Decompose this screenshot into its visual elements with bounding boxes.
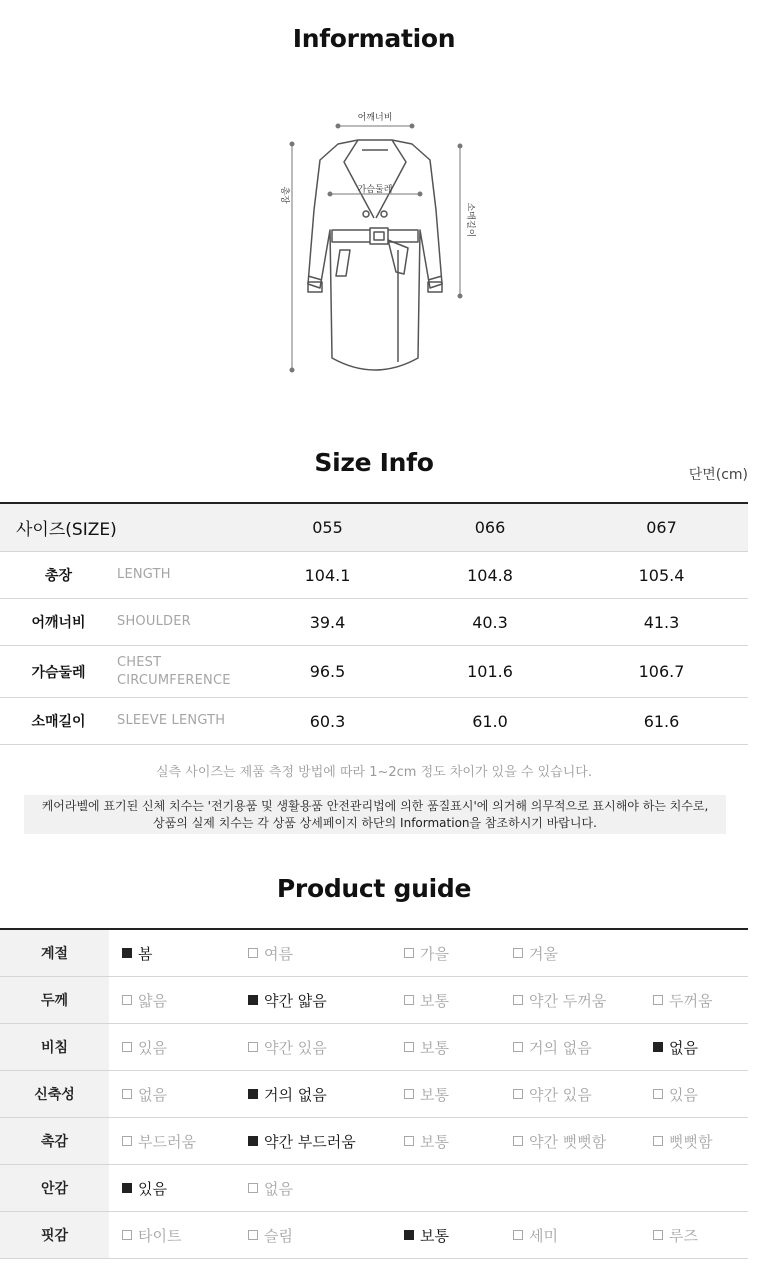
guide-option	[248, 1024, 327, 1070]
guide-option	[513, 930, 558, 976]
guide-option-label: 슬림	[264, 1226, 293, 1245]
guide-row-label: 비침	[0, 1024, 109, 1070]
cell-value: 105.4	[638, 565, 685, 585]
guide-options	[109, 1165, 748, 1211]
unit-label: 단면(cm)	[688, 467, 748, 483]
guide-option	[404, 1118, 449, 1164]
guide-option-label: 얇음	[138, 991, 167, 1010]
unchecked-box-icon	[404, 1089, 414, 1099]
shoulder-label: 어깨너비	[357, 113, 393, 123]
guide-option-label: 보통	[420, 1038, 449, 1057]
sleeve-label: 소매길이	[465, 202, 475, 238]
size-header-066: 066	[474, 518, 506, 537]
size-info-title: Size Info	[314, 448, 434, 477]
unchecked-box-icon	[248, 1042, 258, 1052]
guide-row	[0, 977, 748, 1024]
guide-option-label: 있음	[138, 1038, 167, 1057]
unchecked-box-icon	[122, 1089, 132, 1099]
guide-option	[513, 977, 606, 1023]
chest-label: 가슴둘레	[357, 185, 393, 195]
guide-option-label: 약간 있음	[529, 1085, 592, 1104]
cell-value: 61.6	[643, 711, 680, 731]
size-header-label: 사이즈(SIZE)	[16, 520, 117, 540]
guide-option-label: 있음	[138, 1179, 167, 1198]
guide-option	[248, 930, 293, 976]
guide-option-label: 있음	[669, 1085, 698, 1104]
row-label-en: CHEST CIRCUMFERENCE	[117, 654, 231, 688]
guide-row-label: 안감	[0, 1165, 109, 1211]
unchecked-box-icon	[122, 1136, 132, 1146]
checked-box-icon	[404, 1230, 414, 1240]
guide-option	[653, 1071, 698, 1117]
unchecked-box-icon	[513, 995, 523, 1005]
row-label-en: SLEEVE LENGTH	[117, 713, 226, 728]
row-label-en: LENGTH	[117, 567, 171, 582]
size-header-055: 055	[312, 518, 343, 537]
guide-option-label: 뻣뻣함	[669, 1132, 713, 1151]
unchecked-box-icon	[122, 1230, 132, 1240]
product-guide-table	[0, 928, 748, 1259]
unchecked-box-icon	[248, 1183, 258, 1193]
guide-row	[0, 1212, 748, 1259]
guide-option	[122, 1071, 167, 1117]
guide-options	[109, 930, 748, 976]
guide-row	[0, 1118, 748, 1165]
guide-option-label: 없음	[138, 1085, 167, 1104]
guide-option-label: 보통	[420, 1085, 449, 1104]
coat-outline	[308, 140, 442, 370]
guide-option-selected	[653, 1024, 698, 1070]
guide-option-label: 없음	[669, 1038, 698, 1057]
size-table	[0, 502, 748, 745]
guide-options	[109, 1212, 748, 1258]
unchecked-box-icon	[404, 1042, 414, 1052]
care-notice-line-2: 상품의 실제 치수는 각 상품 상세페이지 하단의 Information을 참조하시기 바랍니다.	[153, 816, 597, 830]
guide-option-label: 가을	[420, 944, 449, 963]
cell-value: 104.8	[467, 565, 513, 585]
cell-value: 104.1	[304, 565, 351, 585]
guide-option-label: 타이트	[138, 1226, 182, 1245]
cell-value: 61.0	[472, 711, 508, 731]
size-header-067: 067	[646, 518, 677, 537]
row-label-ko: 소매길이	[31, 714, 86, 730]
guide-option	[122, 1118, 196, 1164]
cell-value: 60.3	[309, 711, 346, 731]
unchecked-box-icon	[122, 995, 132, 1005]
size-table-header	[0, 504, 748, 552]
guide-option-label: 보통	[420, 991, 449, 1010]
unchecked-box-icon	[513, 1089, 523, 1099]
care-notice-line-1: 케어라벨에 표기된 신체 치수는 '전기용품 및 생활용품 안전관리법에 의한 품질표시'에 의거해 의무적으로 표시해야 하는 치수로,	[41, 799, 709, 813]
guide-option	[248, 1165, 293, 1211]
guide-option	[513, 1118, 606, 1164]
row-label-ko: 총장	[44, 568, 73, 584]
guide-row-label: 두께	[0, 977, 109, 1023]
guide-option-selected	[122, 930, 153, 976]
guide-row	[0, 1024, 748, 1071]
guide-option-label: 거의 없음	[264, 1085, 327, 1104]
guide-options	[109, 1024, 748, 1070]
table-row-length	[0, 552, 748, 599]
guide-options	[109, 1118, 748, 1164]
cell-value: 40.3	[472, 612, 508, 632]
guide-option-label: 보통	[420, 1132, 449, 1151]
guide-option-label: 약간 부드러움	[264, 1132, 356, 1151]
unchecked-box-icon	[653, 995, 663, 1005]
guide-option	[653, 977, 712, 1023]
cell-value: 101.6	[467, 662, 513, 681]
checked-box-icon	[248, 1089, 258, 1099]
guide-row-label: 촉감	[0, 1118, 109, 1164]
guide-option-label: 두꺼움	[669, 991, 713, 1010]
unchecked-box-icon	[513, 1230, 523, 1240]
guide-option-label: 보통	[420, 1226, 449, 1245]
guide-option	[404, 930, 449, 976]
guide-option-label: 약간 있음	[264, 1038, 327, 1057]
table-row-sleeve	[0, 698, 748, 745]
guide-option	[122, 977, 167, 1023]
guide-row-label: 신축성	[0, 1071, 109, 1117]
unchecked-box-icon	[404, 995, 414, 1005]
guide-option	[404, 1071, 449, 1117]
guide-option-label: 약간 두꺼움	[529, 991, 607, 1010]
guide-option-label: 여름	[264, 944, 293, 963]
guide-option-selected	[248, 1071, 327, 1117]
guide-option-selected	[248, 1118, 356, 1164]
checked-box-icon	[248, 995, 258, 1005]
guide-row	[0, 930, 748, 977]
unchecked-box-icon	[404, 948, 414, 958]
checked-box-icon	[122, 1183, 132, 1193]
unchecked-box-icon	[248, 1230, 258, 1240]
guide-option-selected	[404, 1212, 449, 1258]
guide-option	[513, 1212, 558, 1258]
guide-option	[404, 977, 449, 1023]
unchecked-box-icon	[653, 1089, 663, 1099]
guide-row-label: 계절	[0, 930, 109, 976]
guide-row	[0, 1071, 748, 1118]
unchecked-box-icon	[513, 1042, 523, 1052]
guide-option	[122, 1212, 181, 1258]
guide-option	[404, 1024, 449, 1070]
row-label-en: SHOULDER	[117, 614, 191, 629]
guide-option-label: 겨울	[529, 944, 558, 963]
guide-option	[653, 1118, 712, 1164]
guide-option	[248, 1212, 293, 1258]
unchecked-box-icon	[653, 1136, 663, 1146]
care-label-notice	[24, 795, 726, 834]
checked-box-icon	[248, 1136, 258, 1146]
product-guide-title: Product guide	[276, 874, 472, 903]
row-label-ko: 가슴둘레	[31, 664, 86, 681]
coat-measurement-diagram	[270, 100, 480, 390]
unchecked-box-icon	[248, 948, 258, 958]
table-row-chest	[0, 646, 748, 698]
guide-option-selected	[248, 977, 327, 1023]
cell-value: 41.3	[643, 612, 680, 632]
unchecked-box-icon	[122, 1042, 132, 1052]
checked-box-icon	[653, 1042, 663, 1052]
guide-option-label: 루즈	[669, 1226, 698, 1245]
guide-options	[109, 1071, 748, 1117]
table-row-shoulder	[0, 599, 748, 646]
cell-value: 106.7	[638, 662, 685, 681]
unchecked-box-icon	[404, 1136, 414, 1146]
guide-option-label: 약간 얇음	[264, 991, 327, 1010]
cell-value: 39.4	[309, 612, 346, 632]
guide-option	[513, 1024, 592, 1070]
length-label: 총장	[279, 186, 289, 204]
guide-option-label: 부드러움	[138, 1132, 196, 1151]
checked-box-icon	[122, 948, 132, 958]
guide-option-label: 약간 뻣뻣함	[529, 1132, 607, 1151]
information-title: Information	[292, 24, 456, 53]
cell-value: 96.5	[309, 662, 346, 681]
unchecked-box-icon	[513, 948, 523, 958]
guide-option-label: 세미	[529, 1226, 558, 1245]
unchecked-box-icon	[513, 1136, 523, 1146]
guide-row	[0, 1165, 748, 1212]
row-label-ko: 어깨너비	[31, 615, 86, 631]
guide-option	[122, 1024, 167, 1070]
measurement-note: 실측 사이즈는 제품 측정 방법에 따라 1~2cm 정도 차이가 있을 수 있습니다.	[156, 765, 592, 780]
unchecked-box-icon	[653, 1230, 663, 1240]
guide-row-label: 핏감	[0, 1212, 109, 1258]
guide-option	[653, 1212, 698, 1258]
guide-option-label: 거의 없음	[529, 1038, 592, 1057]
guide-option-label: 없음	[264, 1179, 293, 1198]
guide-option-label: 봄	[138, 944, 153, 963]
guide-option-selected	[122, 1165, 167, 1211]
guide-options	[109, 977, 748, 1023]
guide-option	[513, 1071, 592, 1117]
